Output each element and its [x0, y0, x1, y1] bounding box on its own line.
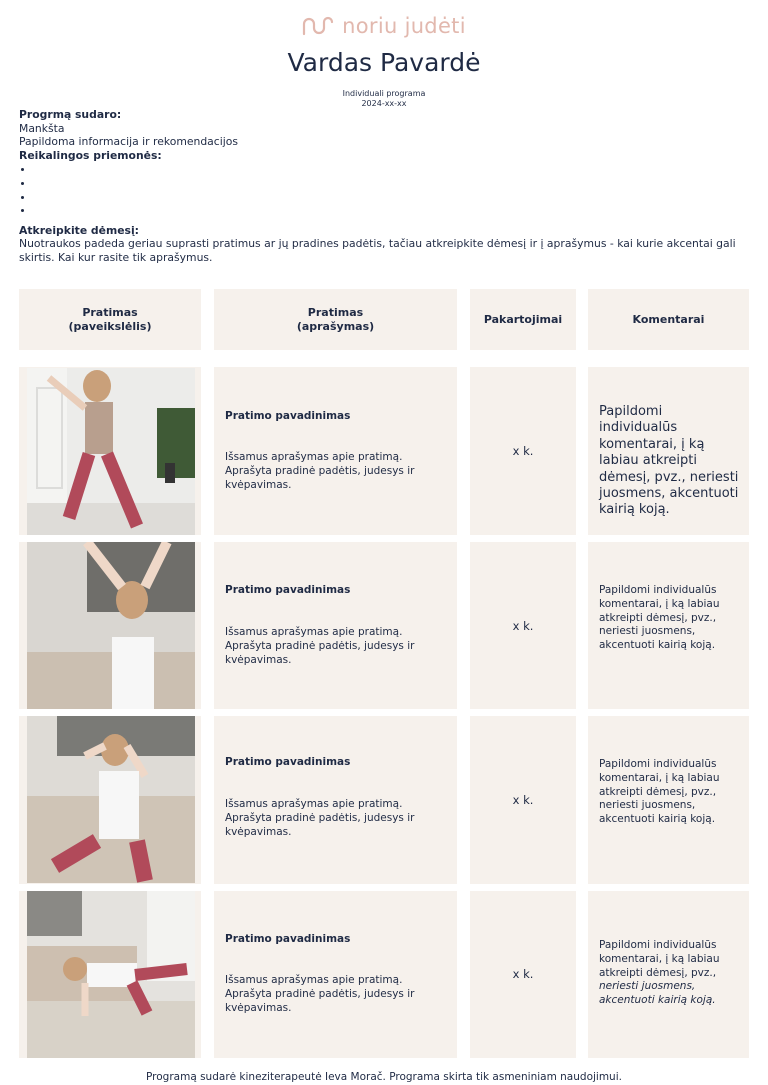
logo [302, 14, 466, 38]
exercise-description: Išsamus aprašymas apie pratimą. Aprašyta pradinė padėtis, judesys ir kvėpavimas. [225, 626, 415, 666]
comment-plain: Papildomi individualūs komentarai, į ką labiau atkreipti dėmesį, pvz., [599, 939, 720, 979]
exercise-photo [27, 542, 195, 709]
equipment-label: Reikalingos priemonės: [19, 148, 162, 162]
exercise-photo [27, 368, 195, 535]
intro-section [19, 108, 759, 265]
exercise-photo [27, 891, 195, 1058]
header-comments-column [588, 289, 749, 350]
program-date: 2024-xx-xx [361, 99, 407, 108]
brand-header [0, 14, 768, 40]
composed-item: Papildoma informacija ir rekomendacijos [19, 135, 238, 149]
row-divider [19, 535, 749, 542]
exercise-title: Pratimo pavadinimas [225, 756, 351, 768]
header-comments: Komentarai [632, 312, 705, 326]
exercise-comment: Papildomi individualūs komentarai, į ką labiau atkreipti dėmesį, pvz., neriesti juosmens, akcentuoti kairią koją. [599, 404, 739, 518]
header-image-line2: (paveikslėlis) [68, 319, 152, 333]
row-divider [19, 884, 749, 891]
exercise-title: Pratimo pavadinimas [225, 410, 351, 422]
client-name: Vardas Pavardė [287, 48, 481, 77]
exercise-title: Pratimo pavadinimas [225, 933, 351, 945]
attention-text: Nuotraukos padeda geriau suprasti pratimus ar jų pradines padėtis, tačiau atkreipkite dėmesį ir į aprašymus - kai kurie akcentai gali skirtis. Kai kur rasite tik aprašymus. [19, 237, 736, 264]
exercise-comment: Papildomi individualūs komentarai, į ką labiau atkreipti dėmesį, pvz., neriesti juosmens, akcentuoti kairią koją. [599, 584, 720, 652]
equipment-item [34, 190, 759, 204]
header-image-column [19, 289, 201, 350]
equipment-list [19, 162, 759, 216]
header-reps: Pakartojimai [483, 312, 563, 326]
exercise-reps: x k. [512, 967, 534, 981]
attention-label: Atkreipkite dėmesį: [19, 223, 139, 237]
header-image-line1: Pratimas [82, 305, 138, 319]
footer-note: Programą sudarė kineziterapeutė Ieva Morač. Programa skirta tik asmeniniam naudojimui. [146, 1071, 622, 1083]
composed-item: Mankšta [19, 121, 65, 135]
exercise-description: Išsamus aprašymas apie pratimą. Aprašyta pradinė padėtis, judesys ir kvėpavimas. [225, 974, 415, 1014]
equipment-item [34, 176, 759, 190]
exercise-reps: x k. [512, 619, 534, 633]
exercise-description: Išsamus aprašymas apie pratimą. Aprašyta pradinė padėtis, judesys ir kvėpavimas. [225, 451, 415, 491]
comment-italic: neriesti juosmens, akcentuoti kairią koją. [599, 980, 716, 1007]
program-subtitle [0, 89, 768, 109]
exercise-reps: x k. [512, 793, 534, 807]
exercise-comment [599, 939, 739, 1008]
exercise-reps: x k. [512, 444, 534, 458]
header-reps-column [470, 289, 576, 350]
header-desc-column [214, 289, 457, 350]
exercise-title: Pratimo pavadinimas [225, 584, 351, 596]
exercise-description: Išsamus aprašymas apie pratimą. Aprašyta pradinė padėtis, judesys ir kvėpavimas. [225, 798, 415, 838]
wave-logo-icon [302, 16, 336, 36]
row-divider [19, 709, 749, 716]
program-type: Individuali programa [342, 89, 426, 98]
equipment-item [34, 203, 759, 217]
header-desc-line1: Pratimas [307, 305, 364, 319]
logo-text: noriu judėti [342, 14, 466, 38]
equipment-item [34, 162, 759, 176]
composed-label: Progrmą sudaro: [19, 108, 122, 121]
exercise-photo [27, 716, 195, 883]
header-desc-line2: (aprašymas) [296, 319, 375, 333]
exercise-comment: Papildomi individualūs komentarai, į ką labiau atkreipti dėmesį, pvz., neriesti juosmens, akcentuoti kairią koją. [599, 758, 720, 826]
